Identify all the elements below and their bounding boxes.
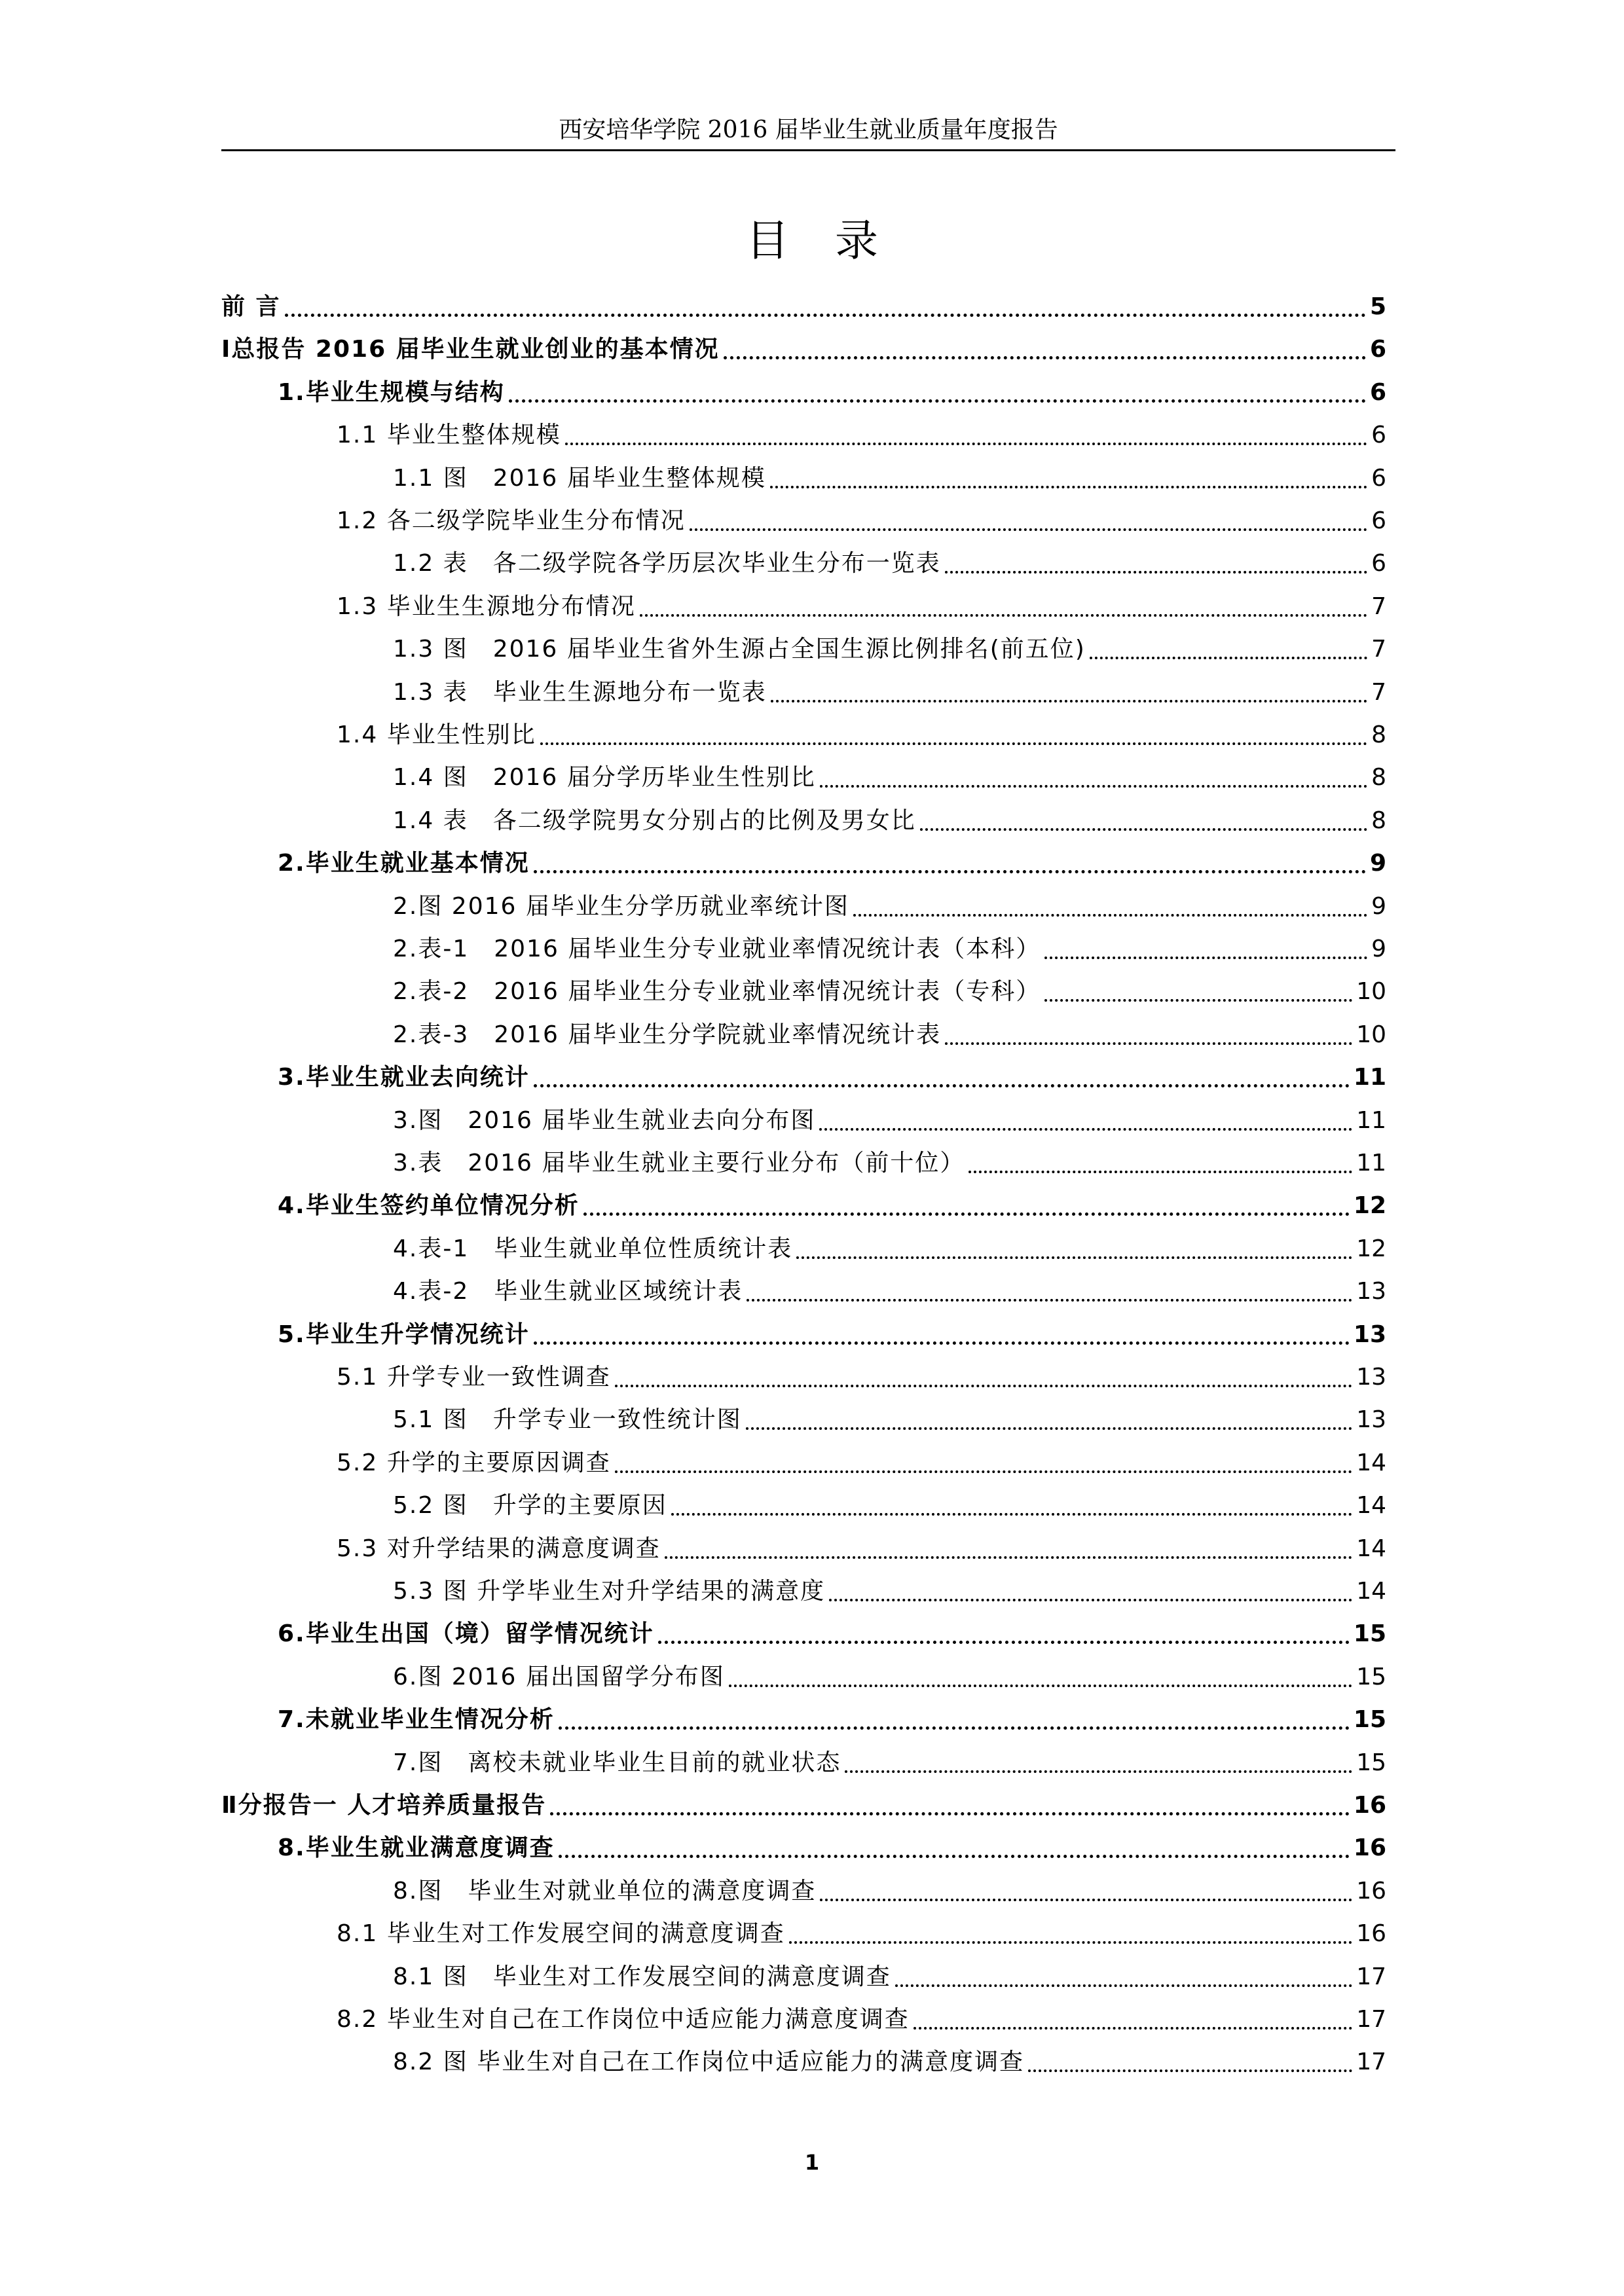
toc-dot-leader [820,785,1367,788]
toc-entry-page: 6 [1371,422,1386,448]
toc-entry-page: 10 [1356,978,1386,1005]
toc-dot-leader [559,1855,1350,1858]
toc-entry[interactable] [278,1184,1386,1228]
toc-entry[interactable] [221,328,1386,371]
toc-entry-page: 8 [1371,764,1386,791]
toc-entry-label: 4.毕业生签约单位情况分析 [278,1192,580,1219]
toc-entry-label: 1.4 毕业生性别比 [337,721,536,748]
toc-entry-label: 8.1 图 毕业生对工作发展空间的满意度调查 [393,1963,891,1990]
toc-dot-leader [920,828,1367,831]
toc-dot-leader [1028,2069,1352,2072]
toc-entry-label: 7.未就业毕业生情况分析 [278,1706,555,1733]
toc-entry[interactable] [393,1570,1386,1613]
toc-entry-label: 4.表-2 毕业生就业区域统计表 [393,1278,743,1305]
toc-entry-label: 1.3 图 2016 届毕业生省外生源占全国生源比例排名(前五位) [393,636,1086,663]
toc-entry-page: 7 [1371,593,1386,620]
toc-entry[interactable] [278,371,1386,414]
toc-title: 目录 [746,215,924,266]
toc-entry-label: 3.毕业生就业去向统计 [278,1064,530,1091]
toc-entry-label: 5.1 升学专业一致性调查 [337,1364,611,1391]
toc-entry[interactable] [337,1442,1386,1485]
toc-entry[interactable] [278,1698,1386,1741]
toc-dot-leader [913,2027,1352,2030]
toc-entry-page: 7 [1371,636,1386,663]
toc-entry[interactable] [393,1656,1386,1699]
toc-entry-page: 13 [1353,1321,1386,1348]
toc-entry-page: 15 [1353,1620,1386,1647]
toc-dot-leader [945,1042,1352,1045]
toc-dot-leader [559,1726,1350,1730]
toc-entry[interactable] [393,1956,1386,1999]
toc-entry[interactable] [393,457,1386,500]
toc-dot-leader [729,1685,1352,1687]
toc-entry-page: 9 [1371,936,1386,962]
toc-entry[interactable] [393,1870,1386,1913]
toc-dot-leader [969,1171,1352,1173]
toc-entry-label: 1.毕业生规模与结构 [278,379,505,406]
toc-dot-leader [665,1556,1352,1559]
toc-entry-label: 2.毕业生就业基本情况 [278,850,530,877]
toc-entry-label: 2.表-3 2016 届毕业生分学院就业率情况统计表 [393,1021,942,1048]
toc-entry-label: 1.2 表 各二级学院各学历层次毕业生分布一览表 [393,550,941,577]
toc-entry[interactable] [393,799,1386,843]
toc-entry-label: 1.4 表 各二级学院男女分别占的比例及男女比 [393,807,916,834]
toc-entry-page: 5 [1369,293,1386,320]
toc-entry-label: 1.1 图 2016 届毕业生整体规模 [393,465,766,492]
toc-entry-label: 8.2 毕业生对自己在工作岗位中适应能力满意度调查 [337,2006,910,2033]
toc-entry-label: 2.表-1 2016 届毕业生分专业就业率情况统计表（本科） [393,936,1041,962]
toc-entry-page: 15 [1353,1706,1386,1733]
toc-entry[interactable] [393,1099,1386,1142]
toc-entry[interactable] [393,1013,1386,1057]
toc-entry-page: 6 [1369,336,1386,363]
toc-dot-leader [550,1812,1350,1815]
toc-entry-label: 3.图 2016 届毕业生就业去向分布图 [393,1107,816,1134]
toc-dot-leader [509,399,1366,403]
toc-entry-page: 14 [1356,1535,1386,1562]
toc-entry-page: 16 [1356,1878,1386,1904]
toc-entry-label: Ⅱ分报告一 人才培养质量报告 [221,1792,547,1819]
toc-dot-leader [615,1385,1352,1387]
toc-entry-label: 6.毕业生出国（境）留学情况统计 [278,1620,654,1647]
toc-entry[interactable] [393,928,1386,971]
toc-dot-leader [1044,999,1352,1002]
toc-entry[interactable] [278,1827,1386,1870]
toc-entry-page: 6 [1369,379,1386,406]
toc-entry[interactable] [393,671,1386,714]
toc-entry[interactable] [393,1270,1386,1313]
toc-entry-page: 9 [1371,893,1386,920]
toc-entry[interactable] [393,628,1386,671]
toc-entry[interactable] [337,1527,1386,1571]
toc-entry-page: 17 [1356,2049,1386,2075]
toc-entry-label: 5.3 对升学结果的满意度调查 [337,1535,661,1562]
toc-entry-page: 17 [1356,1963,1386,1990]
toc-entry-page: 17 [1356,2006,1386,2033]
toc-dot-leader [789,1941,1352,1944]
toc-dot-leader [615,1470,1352,1473]
toc-entry-page: 11 [1356,1107,1386,1134]
toc-entry[interactable] [393,1228,1386,1271]
toc-entry-label: 5.3 图 升学毕业生对升学结果的满意度 [393,1578,826,1605]
toc-entry[interactable] [337,500,1386,543]
toc-entry-page: 8 [1371,721,1386,748]
toc-entry[interactable] [278,1613,1386,1656]
toc-entry-page: 9 [1369,850,1386,877]
toc-dot-leader [853,914,1367,917]
toc-entry-page: 14 [1356,1449,1386,1476]
toc-dot-leader [819,1128,1352,1131]
toc-entry-label: 2.图 2016 届毕业生分学历就业率统计图 [393,893,849,920]
toc-entry[interactable] [337,1998,1386,2041]
toc-entry-page: 13 [1356,1364,1386,1391]
toc-entry[interactable] [393,1741,1386,1785]
toc-entry[interactable] [393,756,1386,799]
toc-entry-label: 1.4 图 2016 届分学历毕业生性别比 [393,764,816,791]
toc-dot-leader [690,528,1367,531]
toc-entry[interactable] [337,714,1386,757]
toc-entry-label: 6.图 2016 届出国留学分布图 [393,1664,725,1690]
toc-entry-page: 13 [1356,1406,1386,1433]
toc-entry[interactable] [393,970,1386,1013]
toc-entry-page: 15 [1356,1664,1386,1690]
toc-entry-page: 7 [1371,679,1386,706]
toc-entry-label: 5.2 升学的主要原因调查 [337,1449,611,1476]
toc-dot-leader [845,1770,1352,1773]
toc-entry-page: 16 [1353,1834,1386,1861]
toc-dot-leader [820,1899,1352,1901]
toc-entry-page: 6 [1371,465,1386,492]
toc-entry-label: 8.1 毕业生对工作发展空间的满意度调查 [337,1920,785,1947]
toc-dot-leader [796,1256,1352,1259]
toc-entry-page: 13 [1356,1278,1386,1305]
toc-entry[interactable] [278,1056,1386,1099]
toc-dot-leader [534,1341,1350,1345]
toc-dot-leader [583,1212,1350,1216]
toc-dot-leader [534,1084,1350,1087]
toc-entry-page: 6 [1371,507,1386,534]
toc-entry-page: 12 [1353,1192,1386,1219]
toc-entry-page: 11 [1353,1064,1386,1091]
toc-entry[interactable] [393,1484,1386,1527]
header-rule [221,149,1395,151]
toc-entry-page: 14 [1356,1578,1386,1605]
toc-dot-leader [1044,957,1367,959]
toc-entry[interactable] [393,885,1386,928]
toc-entry[interactable] [337,414,1386,457]
toc-entry-label: 前 言 [221,293,281,320]
toc-entry-label: 1.2 各二级学院毕业生分布情况 [337,507,686,534]
toc-dot-leader [829,1599,1352,1601]
toc-dot-leader [747,1299,1352,1302]
running-header: 西安培华学院 2016 届毕业生就业质量年度报告 [559,117,1058,143]
toc-dot-leader [945,571,1367,574]
toc-entry-label: 5.2 图 升学的主要原因 [393,1492,667,1519]
toc-entry[interactable] [278,842,1386,885]
toc-entry[interactable] [278,1313,1386,1357]
toc-entry-page: 15 [1356,1749,1386,1776]
toc-entry-page: 12 [1356,1235,1386,1262]
toc-entry-label: 8.图 毕业生对就业单位的满意度调查 [393,1878,817,1904]
toc-dot-leader [770,486,1367,488]
toc-entry-label: 3.表 2016 届毕业生就业主要行业分布（前十位） [393,1150,965,1176]
toc-entry-label: 8.2 图 毕业生对自己在工作岗位中适应能力的满意度调查 [393,2049,1025,2075]
toc-dot-leader [640,614,1367,617]
toc-dot-leader [1090,657,1367,659]
toc-entry-page: 11 [1356,1150,1386,1176]
toc-entry[interactable] [221,1784,1386,1827]
toc-dot-leader [671,1513,1352,1516]
toc-entry-label: Ⅰ总报告 2016 届毕业生就业创业的基本情况 [221,336,720,363]
toc-entry-label: 2.表-2 2016 届毕业生分专业就业率情况统计表（专科） [393,978,1041,1005]
toc-dot-leader [746,1427,1352,1430]
toc-entry-label: 5.毕业生升学情况统计 [278,1321,530,1348]
toc-entry-page: 10 [1356,1021,1386,1048]
toc-dot-leader [724,356,1366,359]
toc-entry[interactable] [337,1912,1386,1956]
toc-entry-page: 6 [1371,550,1386,577]
toc-entry-label: 8.毕业生就业满意度调查 [278,1834,555,1861]
toc-entry[interactable] [393,1398,1386,1442]
toc-dot-leader [658,1641,1350,1644]
toc-entry-label: 1.3 表 毕业生生源地分布一览表 [393,679,767,706]
toc-entry[interactable] [221,285,1386,329]
toc-entry-page: 14 [1356,1492,1386,1519]
toc-entry-label: 7.图 离校未就业毕业生目前的就业状态 [393,1749,841,1776]
toc-entry-label: 1.3 毕业生生源地分布情况 [337,593,636,620]
toc-entry[interactable] [337,1356,1386,1399]
toc-dot-leader [534,870,1366,873]
toc-dot-leader [895,1984,1352,1987]
toc-entry-label: 4.表-1 毕业生就业单位性质统计表 [393,1235,793,1262]
toc-entry-page: 16 [1356,1920,1386,1947]
toc-entry[interactable] [393,542,1386,585]
toc-entry-page: 16 [1353,1792,1386,1819]
toc-entry[interactable] [393,2041,1386,2084]
toc-entry-label: 5.1 图 升学专业一致性统计图 [393,1406,742,1433]
page-number: 1 [804,2150,820,2175]
toc-dot-leader [540,742,1367,745]
toc-dot-leader [771,700,1367,702]
toc-dot-leader [565,443,1367,445]
toc-entry-page: 8 [1371,807,1386,834]
toc-entry[interactable] [393,1142,1386,1185]
toc-dot-leader [285,314,1366,317]
toc-entry-label: 1.1 毕业生整体规模 [337,422,561,448]
toc-entry[interactable] [337,585,1386,629]
